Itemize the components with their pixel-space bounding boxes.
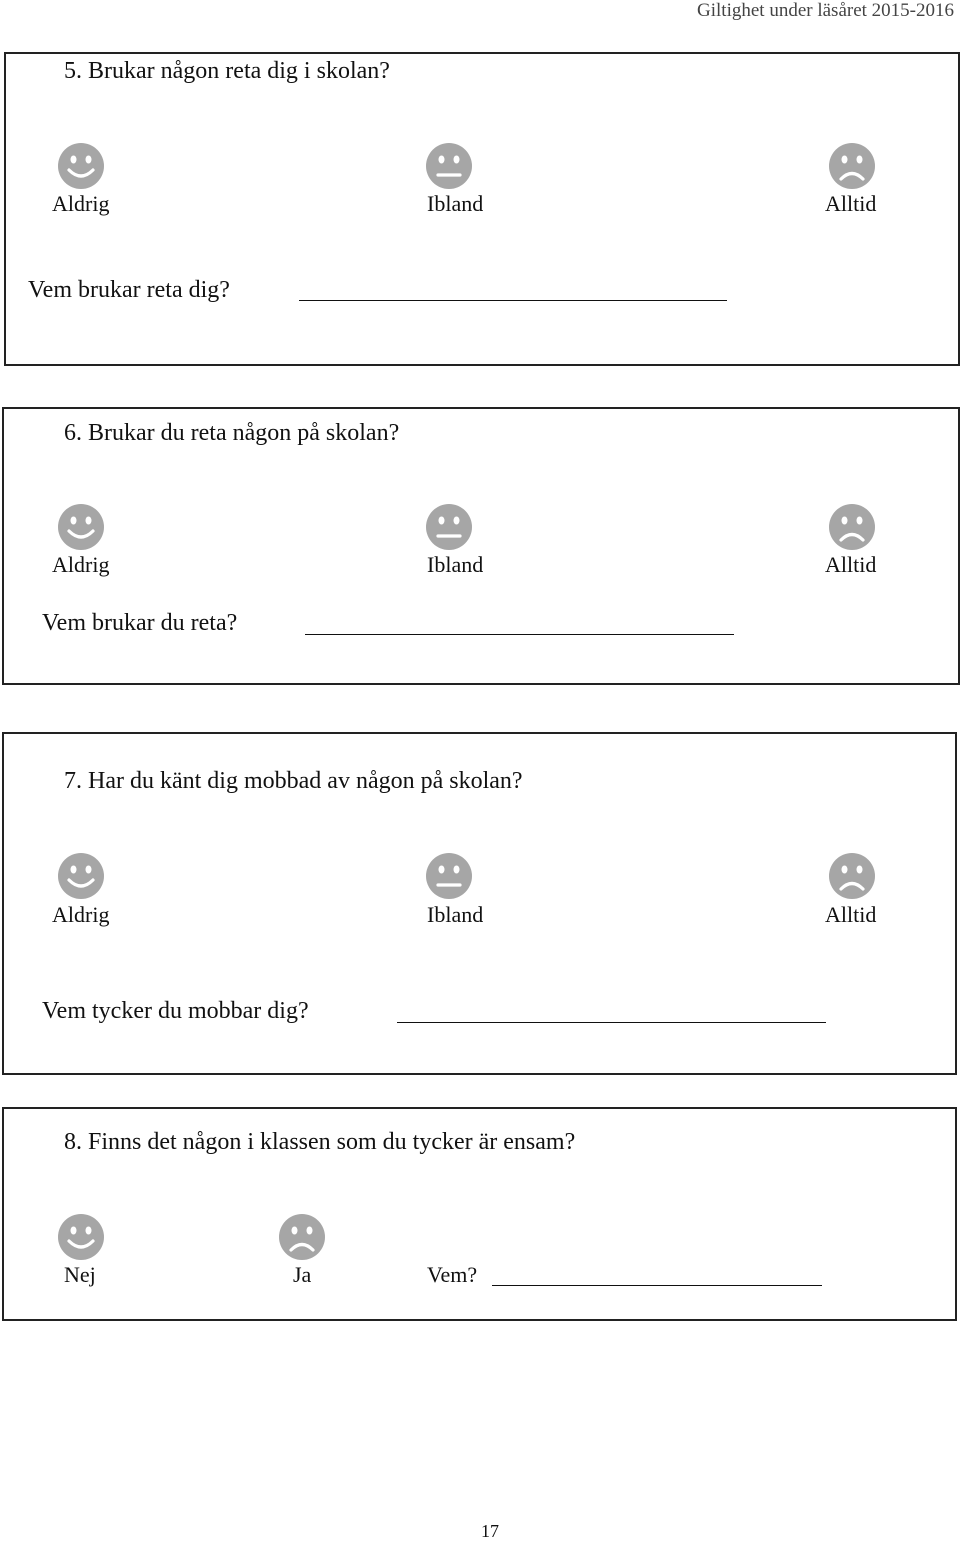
sad-face-icon[interactable] [828, 142, 876, 190]
option-alltid-label: Alltid [825, 552, 877, 577]
question-5-answer-line[interactable] [299, 300, 727, 301]
validity-header: Giltighet under läsåret 2015-2016 [697, 0, 954, 21]
sad-face-icon[interactable] [828, 852, 876, 900]
question-7-text: 7. Har du känt dig mobbad av någon på skolan? [64, 768, 523, 794]
option-aldrig-label: Aldrig [52, 902, 110, 927]
neutral-face-icon[interactable] [425, 503, 473, 551]
question-7-answer-line[interactable] [397, 1022, 826, 1023]
happy-face-icon[interactable] [57, 503, 105, 551]
happy-face-icon[interactable] [57, 852, 105, 900]
question-6-answer-line[interactable] [305, 634, 734, 635]
option-alltid-label: Alltid [825, 191, 877, 216]
question-5-text: 5. Brukar någon reta dig i skolan? [64, 58, 390, 84]
option-nej-label: Nej [64, 1262, 96, 1287]
question-8-followup: Vem? [427, 1262, 478, 1287]
sad-face-icon[interactable] [278, 1213, 326, 1261]
question-7-followup: Vem tycker du mobbar dig? [42, 998, 309, 1024]
question-8-text: 8. Finns det någon i klassen som du tycker är ensam? [64, 1129, 576, 1155]
option-ibland-label: Ibland [427, 191, 484, 216]
option-alltid-label: Alltid [825, 902, 877, 927]
option-ibland-label: Ibland [427, 902, 484, 927]
question-6-text: 6. Brukar du reta någon på skolan? [64, 420, 400, 446]
option-ja-label: Ja [293, 1262, 312, 1287]
page-number: 17 [481, 1521, 499, 1541]
neutral-face-icon[interactable] [425, 142, 473, 190]
option-ibland-label: Ibland [427, 552, 484, 577]
happy-face-icon[interactable] [57, 142, 105, 190]
question-6-followup: Vem brukar du reta? [42, 610, 238, 636]
neutral-face-icon[interactable] [425, 852, 473, 900]
question-5-followup: Vem brukar reta dig? [28, 277, 230, 303]
happy-face-icon[interactable] [57, 1213, 105, 1261]
option-aldrig-label: Aldrig [52, 191, 110, 216]
option-aldrig-label: Aldrig [52, 552, 110, 577]
sad-face-icon[interactable] [828, 503, 876, 551]
question-8-answer-line[interactable] [492, 1285, 822, 1286]
question-6-box [2, 407, 960, 685]
